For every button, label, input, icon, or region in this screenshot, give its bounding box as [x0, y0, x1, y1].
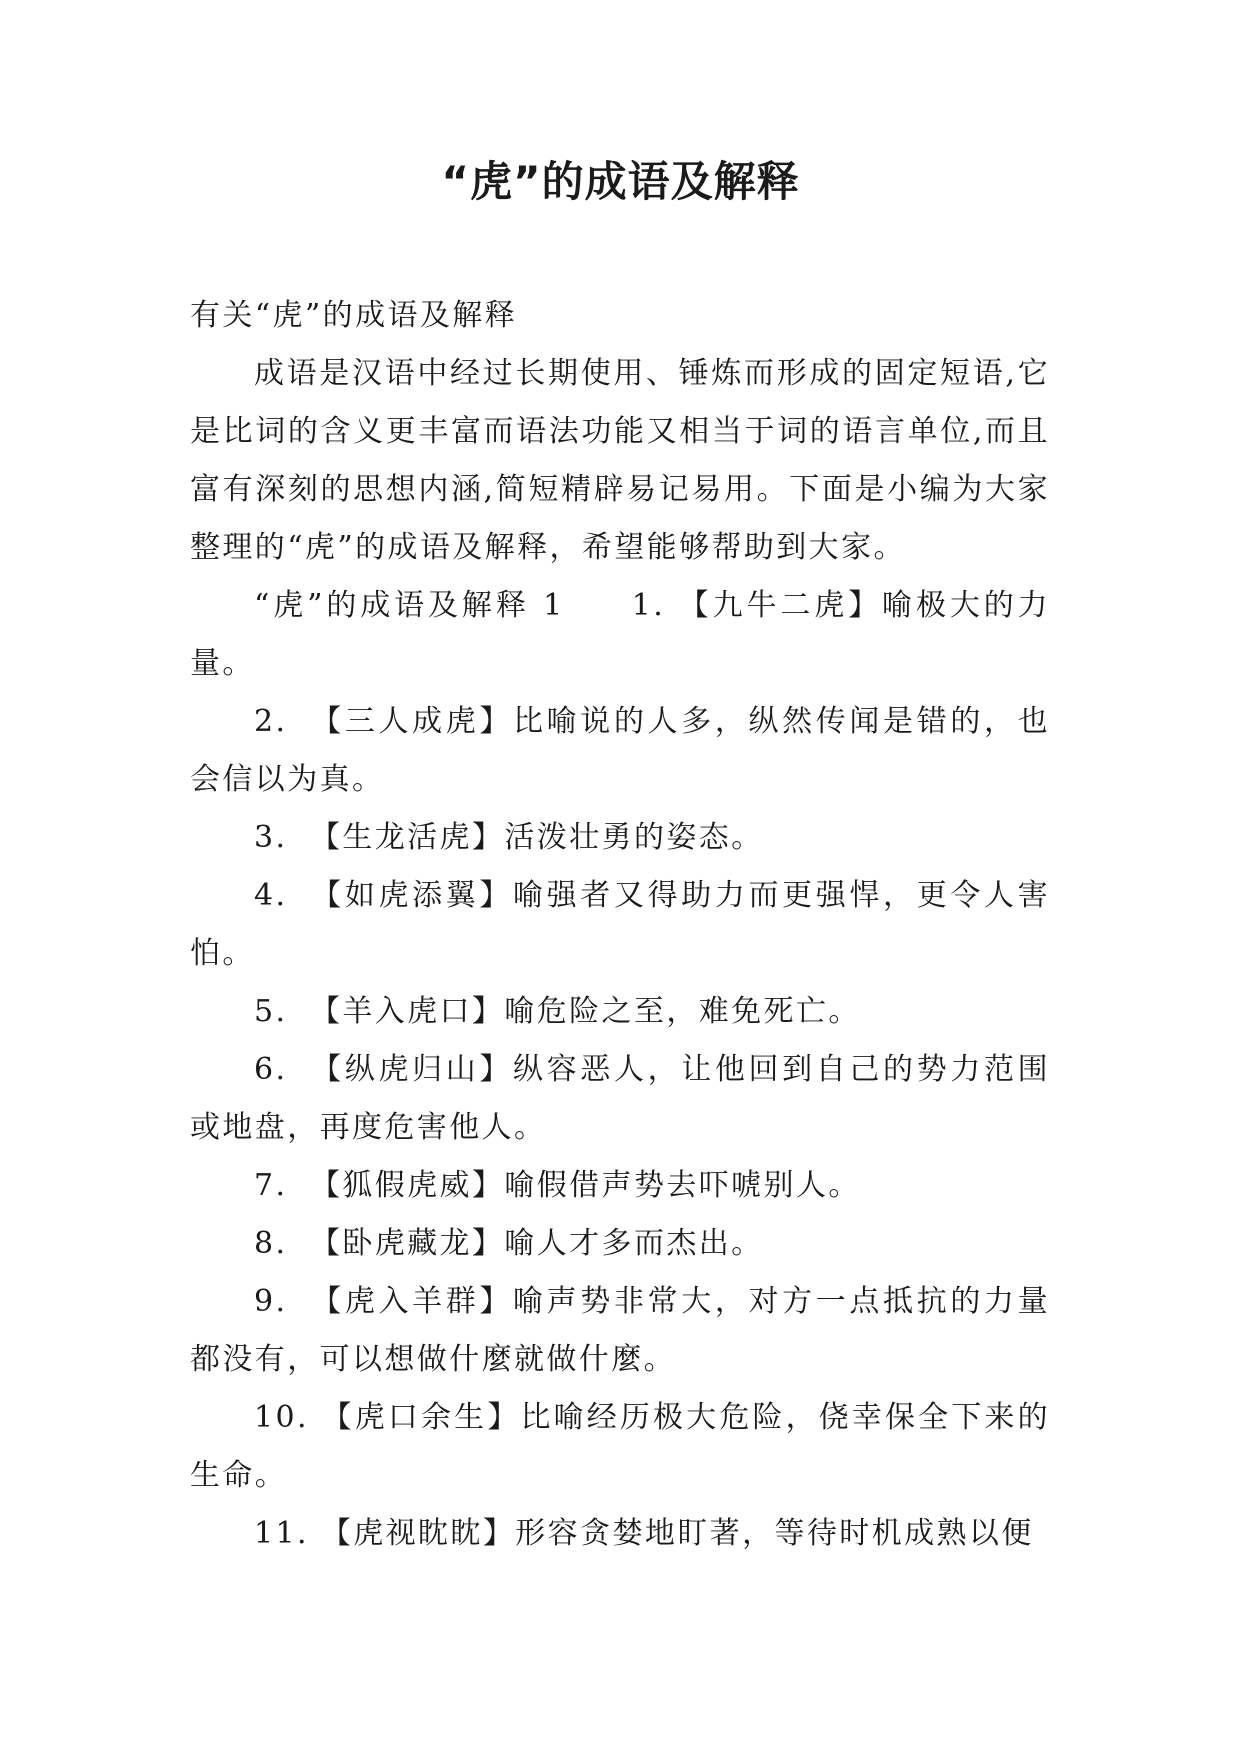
intro-paragraph: 成语是汉语中经过长期使用、锤炼而形成的固定短语,它是比词的含义更丰富而语法功能又相当于词的语言单位,而且富有深刻的思想内涵,简短精辟易记易用。下面是小编为大家整理的“虎”的成语及解释，希望能够帮助到大家。 [190, 356, 1050, 565]
idiom-word: 【三人成虎】 [311, 704, 514, 739]
idiom-number: 5. [254, 994, 288, 1029]
idiom-meaning: 比喻经历极大危险，侥幸保全下来的生命。 [190, 1400, 1051, 1493]
idiom-word: 【虎口余生】 [321, 1400, 521, 1435]
idiom-meaning: 喻极大的力量。 [190, 588, 1051, 681]
idiom-number: 8. [254, 1226, 288, 1261]
idiom-word: 【生龙活虎】 [309, 820, 505, 855]
idiom-word: 【狐假虎威】 [309, 1168, 505, 1203]
idiom-word: 【九牛二虎】 [678, 588, 883, 623]
list-item [190, 1157, 1050, 1215]
list-item [190, 1215, 1050, 1273]
idiom-word: 【如虎添翼】 [311, 878, 514, 913]
idiom-number: 1. [631, 588, 666, 623]
idiom-meaning: 活泼壮勇的姿态。 [504, 820, 764, 855]
list-item [190, 1505, 1050, 1563]
idiom-number: 10. [254, 1400, 309, 1435]
idiom-number: 7. [254, 1168, 288, 1203]
idiom-meaning: 形容贪婪地盯著，等待时机成熟以便 [515, 1516, 1034, 1551]
section-heading: “虎”的成语及解释 1 [254, 588, 565, 623]
idiom-number: 11. [254, 1516, 309, 1551]
idiom-number: 3. [254, 820, 288, 855]
idiom-meaning: 喻假借声势去吓唬别人。 [504, 1168, 861, 1203]
idiom-list [190, 693, 1050, 1563]
idiom-meaning: 喻危险之至，难免死亡。 [504, 994, 861, 1029]
idiom-word: 【羊入虎口】 [309, 994, 505, 1029]
list-item [190, 983, 1050, 1041]
list-item [190, 693, 1050, 809]
document-body [190, 287, 1050, 1563]
idiom-number: 9. [254, 1284, 288, 1319]
idiom-meaning: 纵容恶人，让他回到自己的势力范围或地盘，再度危害他人。 [190, 1052, 1051, 1145]
idiom-word: 【虎视眈眈】 [320, 1516, 516, 1551]
list-item [190, 1389, 1050, 1505]
idiom-number: 2. [254, 704, 288, 739]
idiom-number: 6. [254, 1052, 288, 1087]
page-title: “虎”的成语及解释 [441, 157, 800, 206]
list-item [190, 809, 1050, 867]
list-item [190, 1041, 1050, 1157]
idiom-meaning: 喻人才多而杰出。 [504, 1226, 764, 1261]
first-idiom-paragraph [190, 577, 1050, 693]
subtitle: 有关“虎”的成语及解释 [190, 298, 518, 333]
idiom-number: 4. [254, 878, 288, 913]
idiom-word: 【虎入羊群】 [311, 1284, 514, 1319]
idiom-meaning: 比喻说的人多，纵然传闻是错的，也会信以为真。 [190, 704, 1051, 797]
idiom-meaning: 喻强者又得助力而更强悍，更令人害怕。 [190, 878, 1051, 971]
idiom-word: 【纵虎归山】 [311, 1052, 514, 1087]
list-item [190, 867, 1050, 983]
idiom-meaning: 喻声势非常大，对方一点抵抗的力量都没有，可以想做什麼就做什麼。 [190, 1284, 1051, 1377]
list-item [190, 1273, 1050, 1389]
idiom-word: 【卧虎藏龙】 [309, 1226, 505, 1261]
